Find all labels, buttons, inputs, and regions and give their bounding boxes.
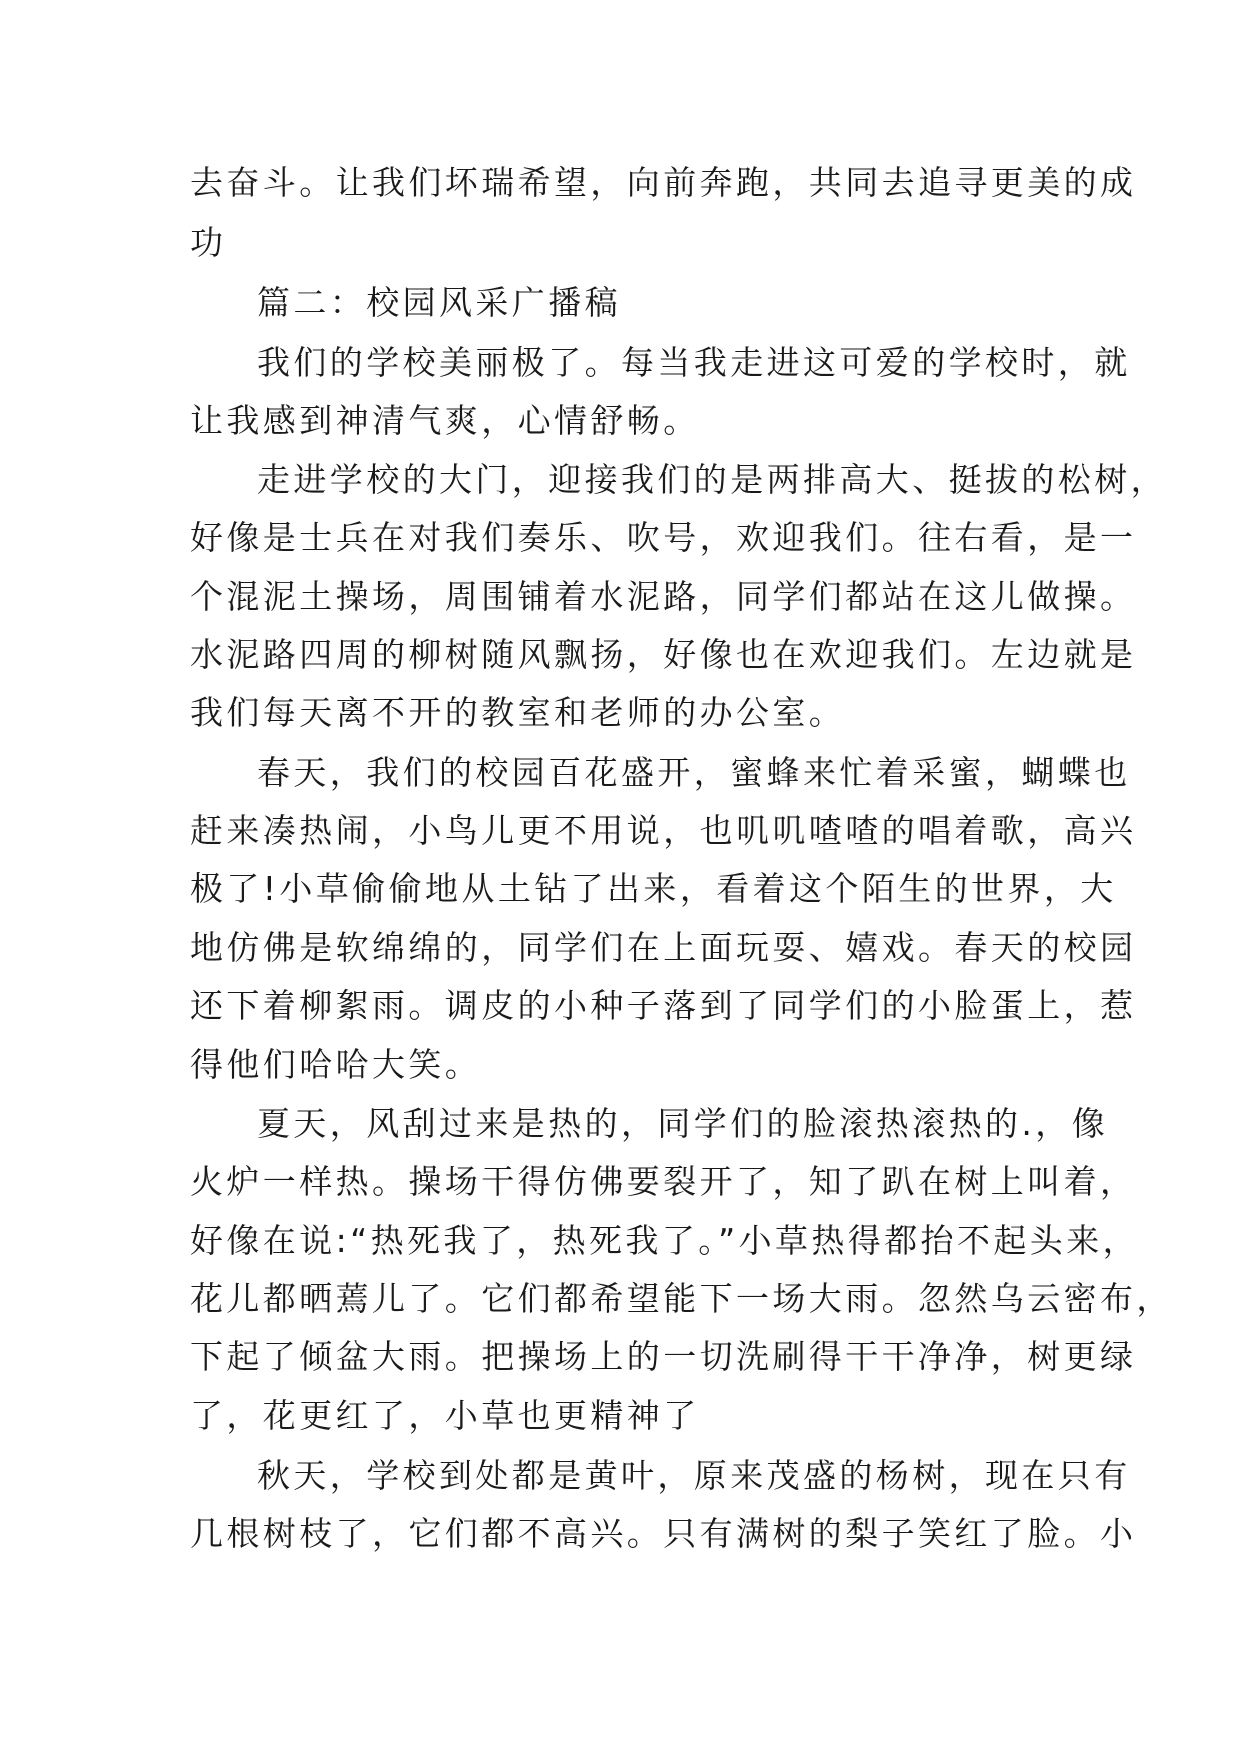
- section-heading: 篇二：校园风采广播稿: [257, 283, 621, 322]
- text-line: 火炉一样热。操场干得仿佛要裂开了，知了趴在树上叫着，: [190, 1162, 1137, 1201]
- text-line: 让我感到神清气爽，心情舒畅。: [190, 401, 700, 440]
- text-line: 去奋斗。让我们坏瑞希望，向前奔跑，共同去追寻更美的成: [190, 163, 1137, 202]
- text-line: 春天，我们的校园百花盛开，蜜蜂来忙着采蜜，蝴蝶也: [257, 753, 1131, 792]
- text-line: 几根树枝了，它们都不高兴。只有满树的梨子笑红了脸。小: [190, 1514, 1137, 1553]
- text-line: 我们每天离不开的教室和老师的办公室。: [190, 693, 846, 732]
- text-line: 功: [190, 223, 227, 262]
- text-line: 花儿都晒蔫儿了。它们都希望能下一场大雨。忽然乌云密布，: [190, 1279, 1173, 1318]
- text-line: 水泥路四周的柳树随风飘扬，好像也在欢迎我们。左边就是: [190, 635, 1137, 674]
- text-line: 还下着柳絮雨。调皮的小种子落到了同学们的小脸蛋上，惹: [190, 986, 1137, 1025]
- text-line: 个混泥土操场，周围铺着水泥路，同学们都站在这儿做操。: [190, 577, 1137, 616]
- text-line: 秋天，学校到处都是黄叶，原来茂盛的杨树，现在只有: [257, 1456, 1131, 1495]
- text-line: 得他们哈哈大笑。: [190, 1045, 482, 1084]
- text-line: 下起了倾盆大雨。把操场上的一切洗刷得干干净净，树更绿: [190, 1337, 1137, 1376]
- text-line: 好像在说:“热死我了，热死我了。”小草热得都抬不起头来，: [190, 1221, 1140, 1260]
- text-line: 夏天，风刮过来是热的，同学们的脸滚热滚热的.，像: [257, 1104, 1109, 1143]
- text-line: 好像是士兵在对我们奏乐、吹号，欢迎我们。往右看，是一: [190, 518, 1137, 557]
- text-line: 了，花更红了，小草也更精神了: [190, 1396, 700, 1435]
- text-line: 赶来凑热闹，小鸟儿更不用说，也叽叽喳喳的唱着歌，高兴: [190, 811, 1137, 850]
- text-line: 极了!小草偷偷地从土钻了出来，看着这个陌生的世界，大: [190, 869, 1117, 908]
- text-line: 我们的学校美丽极了。每当我走进这可爱的学校时，就: [257, 343, 1131, 382]
- text-line: 地仿佛是软绵绵的，同学们在上面玩耍、嬉戏。春天的校园: [190, 928, 1137, 967]
- text-line: 走进学校的大门，迎接我们的是两排高大、挺拔的松树，: [257, 460, 1167, 499]
